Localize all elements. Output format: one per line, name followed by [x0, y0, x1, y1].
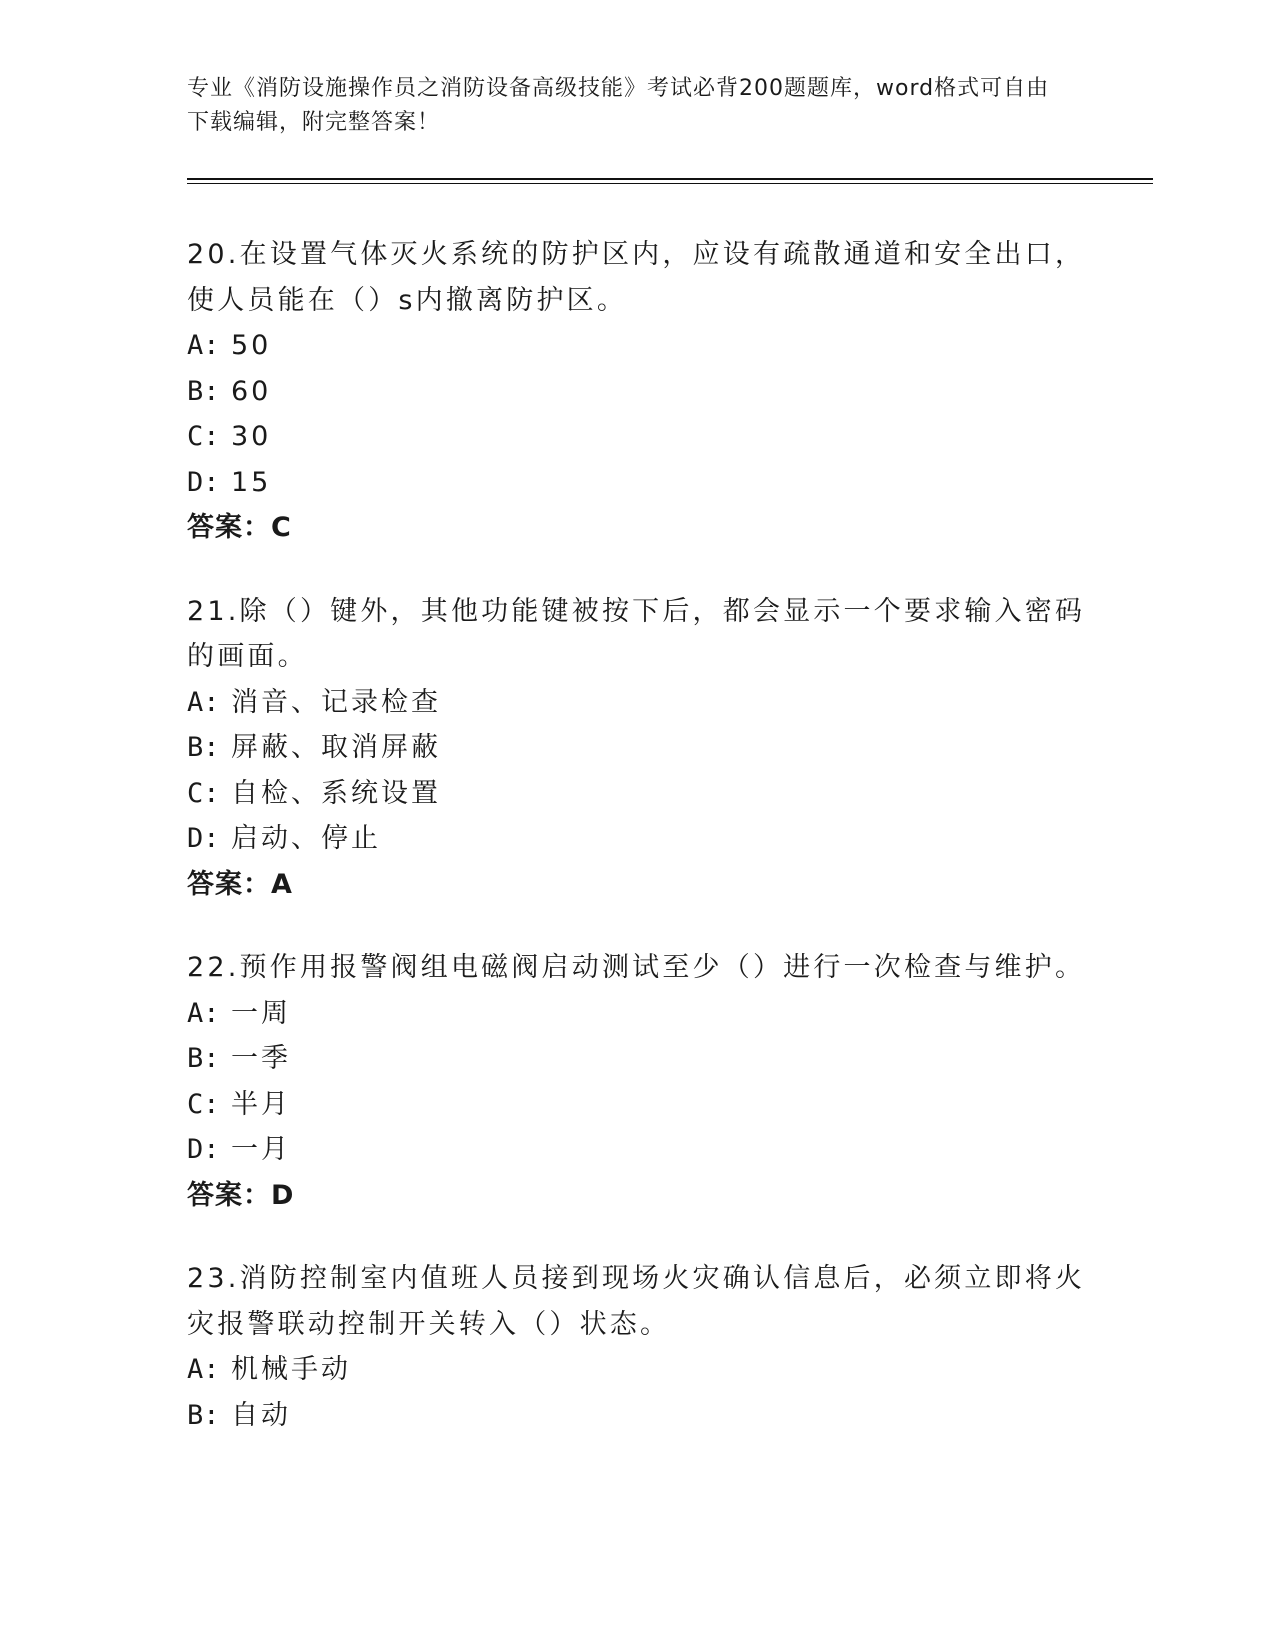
- question-stem: 23.消防控制室内值班人员接到现场火灾确认信息后，必须立即将火灾报警联动控制开关转入（）状态。: [187, 1263, 1086, 1340]
- question-list: [187, 232, 1087, 1476]
- option-a: [187, 991, 1087, 1037]
- option-b: [187, 1393, 1087, 1439]
- answer-line: 答案：C: [187, 512, 292, 543]
- question-20: [187, 232, 1087, 551]
- header-divider-thick: [187, 178, 1153, 180]
- header-divider-thin: [187, 183, 1153, 184]
- option-key: C:: [187, 777, 220, 809]
- option-key: C:: [187, 1088, 220, 1120]
- option-text: 启动、停止: [231, 823, 381, 854]
- option-b: [187, 1036, 1087, 1082]
- option-text: 屏蔽、取消屏蔽: [231, 732, 441, 763]
- option-key: B:: [187, 375, 220, 407]
- option-c: [187, 771, 1087, 817]
- option-text: 一季: [231, 1043, 291, 1074]
- option-key: A:: [187, 1354, 220, 1385]
- option-a: [187, 680, 1087, 726]
- option-key: D:: [187, 823, 220, 854]
- option-b: [187, 725, 1087, 771]
- option-key: A:: [187, 997, 220, 1029]
- option-text: 半月: [231, 1088, 291, 1120]
- option-text: 15: [231, 466, 272, 498]
- option-text: 一月: [231, 1134, 291, 1165]
- answer-line: 答案：A: [187, 868, 293, 900]
- option-d: [187, 1127, 1087, 1173]
- option-text: 一周: [231, 997, 291, 1029]
- option-d: [187, 460, 1087, 506]
- document-header: 专业《消防设施操作员之消防设备高级技能》考试必背200题题库，word格式可自由下载编辑，附完整答案！: [187, 76, 1050, 135]
- option-key: B:: [187, 732, 220, 763]
- option-key: D:: [187, 466, 220, 498]
- option-text: 30: [231, 421, 272, 452]
- option-key: D:: [187, 1134, 220, 1165]
- question-22: [187, 945, 1087, 1218]
- option-key: B:: [187, 1399, 220, 1431]
- question-stem: 22.预作用报警阀组电磁阀启动测试至少（）进行一次检查与维护。: [187, 952, 1086, 983]
- option-c: [187, 1082, 1087, 1128]
- option-text: 50: [231, 330, 272, 361]
- question-stem: 20.在设置气体灭火系统的防护区内，应设有疏散通道和安全出口，使人员能在（）s内撤离防护区。: [187, 239, 1086, 316]
- option-key: A:: [187, 686, 220, 718]
- answer-line: 答案：D: [187, 1179, 295, 1211]
- option-text: 自检、系统设置: [231, 777, 441, 809]
- option-text: 60: [231, 375, 272, 407]
- option-key: A:: [187, 330, 220, 361]
- question-23: [187, 1256, 1087, 1438]
- option-key: B:: [187, 1043, 220, 1074]
- question-21: [187, 589, 1087, 908]
- option-c: [187, 414, 1087, 460]
- option-key: C:: [187, 421, 220, 452]
- option-b: [187, 369, 1087, 415]
- option-d: [187, 816, 1087, 862]
- option-text: 自动: [231, 1399, 291, 1431]
- question-stem: 21.除（）键外，其他功能键被按下后，都会显示一个要求输入密码的画面。: [187, 595, 1086, 672]
- option-text: 消音、记录检查: [231, 686, 441, 718]
- option-a: [187, 323, 1087, 369]
- option-text: 机械手动: [231, 1354, 351, 1385]
- option-a: [187, 1347, 1087, 1393]
